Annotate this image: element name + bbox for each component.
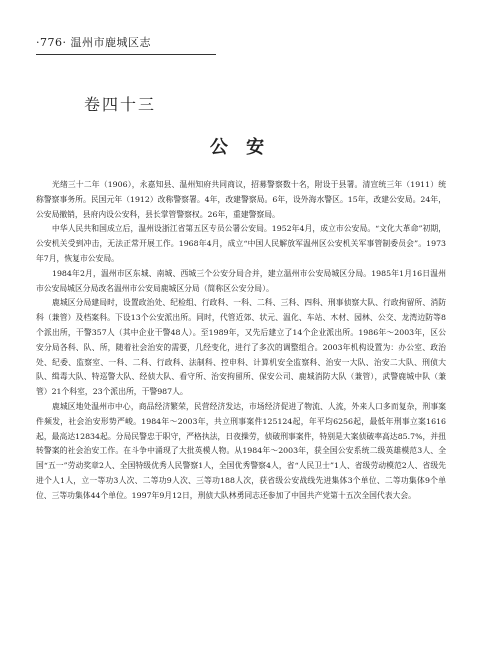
paragraph-district-merge: 1984年2月，温州市区东城、南城、西城三个公安分局合并，建立温州市公安局城区分局。1985年1月16日温州市公安局城区分局改名温州市公安局鹿城区分局（简称区公安分局）。 <box>36 268 446 293</box>
body-text <box>36 178 446 504</box>
page-header <box>36 34 216 55</box>
page-number-and-book-title: ·776· 温州市鹿城区志 <box>36 36 151 49</box>
paragraph-organization: 鹿城区分局建局时，设置政治处、纪检组、行政科、一科、二科、三科、四科、刑事侦察大队、行政拘留所、消防科（兼管）及档案科。下设13个公安派出所。同时，代管近郊、状元、温化、车站、木材、园林、公交、龙湾边防等8个派出所，干警357人（其中企业干警48人）。至1989年，又先后建立了14个企业派出所。1986年～2003年，区公安分局各科、队、所，随着社会治安的需要，几经变化，进行了多次的调整组合。2003年机构设置为：办公室、政治处、纪委、监察室、一科、二科、行政科、法制科、控申科、计算机安全监察科、治安一大队、治安二大队、刑侦大队、缉毒大队、特巡警大队、经侦大队、看守所、治安拘留所、保安公司、鹿城消防大队（兼管），武警鹿城中队（兼管）21个科室，23个派出所，干警987人。 <box>36 298 446 397</box>
paragraph-history-qing: 光绪三十二年（1906），永嘉知县、温州知府共同商议，招募警察数十名，附设于县署。清宣统三年（1911）统称警察事务所。民国元年（1912）改称警察署。4年，改建警察局。6年，设外海水警区。15年，改建公安局。24年，公安局撤销，县府内设公安科，县长掌管警察权。26年，重建警察局。 <box>36 180 446 219</box>
section-title: 公 安 <box>209 137 271 158</box>
paragraph-history-prc: 中华人民共和国成立后，温州设浙江省第五区专员公署公安局。1952年4月，成立市公安局。“文化大革命”初期，公安机关受到冲击，无法正常开展工作。1968年4月，成立“中国人民解放军温州区公安机关军事管制委员会”。1973年7月，恢复市公安局。 <box>36 224 446 263</box>
header-rule <box>36 54 216 55</box>
paragraph-achievements: 鹿城区地处温州市中心，商品经济繁荣，民营经济发达，市场经济促进了物流、人流，外来人口多而复杂，刑事案件频发，社会治安形势严峻。1984年～2003年，共立刑事案件125124起，年平均6256起，最低年刑事立案1616起，最高达12834起。分局民警忠于职守，严格执法，日夜操劳，侦破刑事案件，特别是大案侦破率高达85.7%，并扭转警案的社会治安工作。在斗争中涌现了大批英模人物。从1984年～2003年，获全国公安系统二级英雄模范3人、全国“五一”劳动奖章2人、全国特级优秀人民警察1人，全国优秀警察4人，省“人民卫士”1人、省级劳动模范2人、省级先进个人1人，立一等功3人次、二等功9人次、三等功188人次，获省级公安战线先进集体3个单位、二等功集体9个单位、三等功集体44个单位。1997年9月12日，刑侦大队林勇同志还参加了中国共产党第十五次全国代表大会。 <box>36 401 446 500</box>
volume-title: 卷四十三 <box>84 95 157 114</box>
